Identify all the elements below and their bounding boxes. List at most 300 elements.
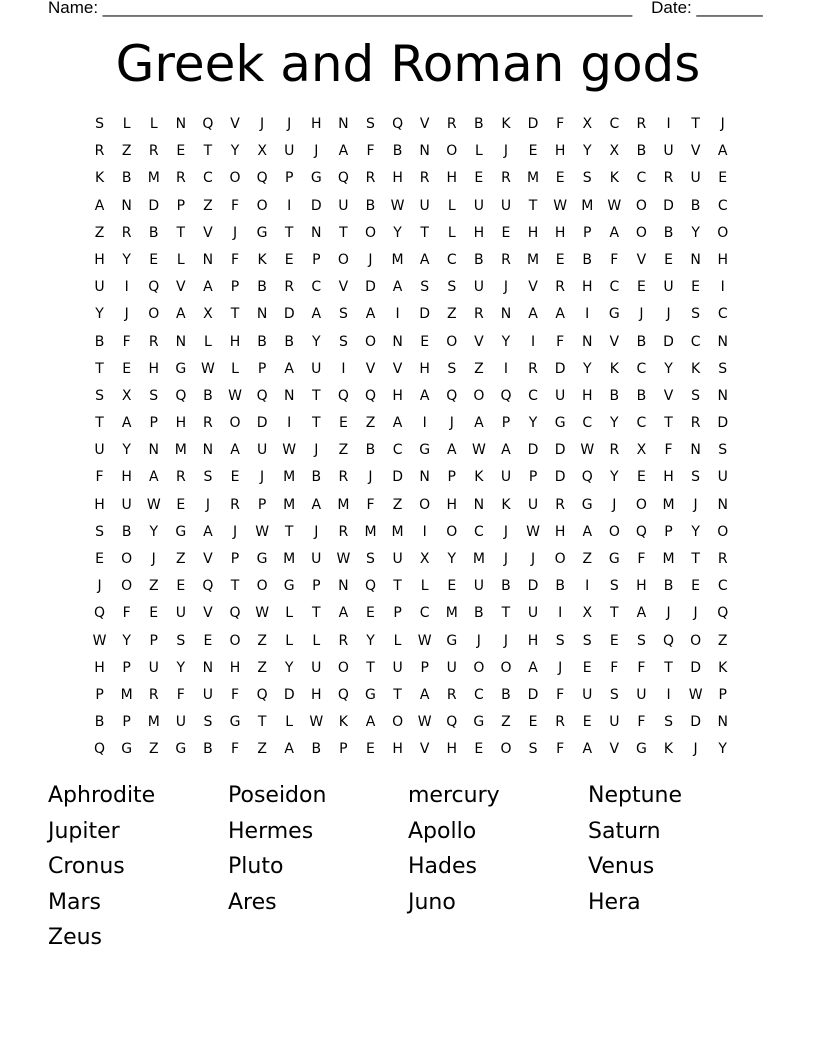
- grid-letter: O: [256, 197, 268, 214]
- grid-letter: T: [312, 605, 321, 622]
- grid-letter: I: [585, 306, 590, 323]
- grid-letter: O: [446, 143, 458, 160]
- grid-letter: S: [691, 469, 701, 486]
- grid-letter: M: [174, 442, 187, 459]
- grid-letter: N: [121, 197, 132, 214]
- grid-letter: L: [231, 360, 239, 377]
- grid-letter: S: [582, 170, 592, 187]
- grid-letter: Y: [366, 632, 375, 649]
- grid-letter: P: [122, 714, 131, 731]
- grid-letter: D: [365, 279, 376, 296]
- grid-letter: W: [417, 632, 432, 649]
- grid-letter: N: [717, 333, 728, 350]
- grid-letter: M: [147, 170, 160, 187]
- grid-letter: E: [447, 578, 457, 595]
- grid-letter: M: [527, 251, 540, 268]
- grid-letter: Q: [337, 387, 349, 404]
- grid-row: [86, 413, 736, 440]
- grid-letter: Q: [175, 387, 187, 404]
- word-list-item: Saturn: [588, 818, 661, 844]
- grid-letter: Q: [148, 279, 160, 296]
- grid-letter: Y: [122, 442, 131, 459]
- grid-letter: P: [257, 360, 267, 377]
- grid-letter: J: [720, 116, 725, 132]
- grid-letter: P: [447, 469, 456, 486]
- word-list-item: mercury: [408, 783, 500, 808]
- grid-letter: A: [284, 741, 294, 758]
- grid-letter: U: [582, 686, 593, 703]
- grid-letter: A: [474, 415, 484, 432]
- word-list-item: Juno: [408, 889, 456, 915]
- grid-letter: O: [635, 197, 647, 214]
- grid-row: [86, 332, 736, 359]
- grid-letter: X: [609, 143, 620, 160]
- grid-letter: U: [392, 659, 403, 676]
- grid-letter: Q: [229, 605, 241, 622]
- grid-letter: A: [392, 279, 403, 296]
- grid-letter: Z: [257, 659, 267, 676]
- grid-letter: T: [95, 415, 104, 432]
- grid-letter: F: [610, 659, 619, 676]
- grid-letter: B: [474, 605, 484, 622]
- grid-letter: O: [635, 224, 647, 241]
- grid-letter: B: [365, 197, 376, 214]
- grid-letter: M: [391, 523, 404, 540]
- grid-letter: C: [582, 415, 593, 432]
- grid-letter: R: [175, 170, 186, 187]
- grid-letter: B: [311, 741, 322, 758]
- grid-letter: O: [717, 224, 729, 241]
- grid-letter: E: [176, 496, 186, 513]
- grid-letter: I: [124, 279, 129, 296]
- name-date-line: Name: ________________________________________________________ Date: _______: [48, 0, 763, 17]
- grid-letter: R: [338, 632, 349, 649]
- grid-letter: K: [94, 170, 105, 187]
- grid-letter: R: [148, 333, 159, 350]
- grid-letter: L: [285, 632, 294, 649]
- grid-letter: O: [229, 415, 241, 432]
- grid-letter: V: [528, 279, 538, 296]
- word-list-item: Jupiter: [48, 818, 120, 844]
- grid-letter: L: [474, 143, 483, 160]
- grid-letter: N: [473, 496, 485, 513]
- grid-letter: K: [338, 714, 348, 731]
- grid-letter: U: [473, 197, 484, 214]
- grid-letter: A: [203, 523, 213, 540]
- grid-letter: N: [148, 442, 159, 459]
- grid-letter: Y: [230, 143, 240, 160]
- grid-letter: V: [609, 741, 620, 758]
- grid-letter: O: [392, 714, 404, 731]
- grid-letter: T: [284, 523, 294, 540]
- grid-letter: H: [148, 360, 159, 377]
- grid-letter: S: [338, 306, 348, 323]
- grid-letter: N: [283, 387, 295, 404]
- word-list-item: Poseidon: [228, 783, 327, 808]
- grid-letter: Q: [446, 714, 458, 731]
- grid-letter: T: [230, 578, 240, 595]
- grid-letter: X: [121, 387, 132, 404]
- grid-letter: B: [636, 387, 647, 404]
- grid-letter: D: [148, 197, 160, 214]
- grid-letter: Q: [256, 170, 268, 187]
- grid-letter: B: [203, 741, 213, 758]
- grid-letter: D: [256, 415, 268, 432]
- grid-letter: V: [392, 360, 403, 377]
- grid-letter: Q: [581, 469, 593, 486]
- grid-letter: Q: [392, 116, 404, 132]
- grid-letter: H: [121, 469, 132, 486]
- grid-letter: K: [501, 116, 511, 132]
- grid-letter: O: [229, 632, 241, 649]
- grid-letter: U: [446, 659, 457, 676]
- grid-letter: I: [666, 116, 671, 132]
- grid-letter: S: [664, 714, 673, 731]
- grid-letter: T: [203, 143, 213, 160]
- grid-letter: S: [95, 523, 104, 540]
- grid-letter: O: [337, 659, 349, 676]
- grid-letter: D: [527, 578, 539, 595]
- grid-letter: F: [230, 741, 240, 758]
- grid-letter: P: [312, 578, 321, 595]
- grid-letter: G: [581, 496, 593, 513]
- grid-letter: O: [446, 523, 458, 540]
- grid-letter: A: [338, 605, 349, 622]
- word-list-item: Neptune: [588, 783, 683, 808]
- grid-letter: Y: [149, 523, 159, 540]
- grid-letter: G: [635, 741, 647, 758]
- grid-letter: J: [124, 306, 129, 323]
- grid-letter: Y: [312, 333, 321, 350]
- grid-letter: O: [473, 387, 485, 404]
- grid-letter: U: [527, 605, 539, 622]
- grid-letter: H: [717, 251, 728, 268]
- grid-letter: P: [501, 415, 511, 432]
- grid-letter: B: [582, 251, 593, 268]
- grid-letter: U: [94, 442, 105, 459]
- grid-row: [86, 712, 736, 739]
- grid-letter: U: [663, 279, 674, 296]
- grid-letter: S: [528, 741, 538, 758]
- grid-letter: U: [690, 170, 701, 187]
- grid-letter: Z: [365, 415, 376, 432]
- grid-row: [86, 631, 736, 658]
- grid-letter: L: [312, 632, 321, 649]
- grid-letter: H: [473, 224, 485, 241]
- word-list-item: Zeus: [48, 925, 103, 950]
- grid-letter: W: [417, 714, 432, 731]
- grid-letter: E: [582, 714, 592, 731]
- grid-letter: T: [366, 659, 375, 676]
- grid-letter: U: [256, 442, 268, 459]
- grid-letter: U: [175, 714, 186, 731]
- grid-letter: R: [338, 469, 349, 486]
- grid-letter: B: [148, 224, 159, 241]
- grid-letter: L: [285, 714, 294, 731]
- grid-letter: P: [122, 659, 131, 676]
- grid-letter: M: [283, 551, 296, 567]
- grid-letter: W: [228, 387, 242, 404]
- grid-letter: S: [691, 387, 701, 404]
- grid-row: [86, 250, 736, 277]
- grid-letter: N: [392, 333, 403, 350]
- grid-letter: C: [446, 251, 457, 268]
- grid-letter: Q: [364, 387, 376, 404]
- grid-letter: A: [338, 143, 349, 160]
- grid-letter: E: [528, 714, 538, 731]
- grid-letter: Q: [202, 578, 214, 595]
- grid-letter: N: [717, 496, 728, 513]
- word-list-item: Venus: [588, 854, 655, 879]
- grid-letter: N: [419, 469, 430, 486]
- grid-letter: R: [555, 714, 565, 731]
- grid-letter: H: [175, 415, 187, 432]
- grid-letter: E: [691, 578, 701, 595]
- grid-letter: I: [395, 306, 400, 323]
- grid-letter: B: [663, 578, 674, 595]
- grid-letter: P: [583, 224, 592, 241]
- grid-letter: O: [608, 523, 620, 540]
- grid-letter: S: [95, 116, 104, 132]
- grid-letter: Y: [582, 143, 592, 160]
- grid-letter: N: [256, 306, 268, 323]
- grid-letter: B: [474, 116, 484, 132]
- grid-letter: H: [311, 116, 322, 132]
- grid-letter: D: [527, 686, 539, 703]
- grid-letter: R: [555, 496, 565, 513]
- grid-letter: B: [474, 251, 484, 268]
- grid-letter: E: [122, 360, 132, 377]
- grid-letter: S: [149, 387, 159, 404]
- word-list-item: Aphrodite: [48, 783, 156, 808]
- grid-letter: G: [310, 170, 322, 187]
- grid-letter: A: [311, 306, 322, 323]
- grid-letter: J: [151, 551, 156, 567]
- grid-letter: X: [419, 551, 430, 567]
- grid-letter: S: [447, 279, 457, 296]
- grid-letter: J: [693, 496, 698, 513]
- grid-row: [86, 114, 736, 141]
- grid-letter: B: [663, 224, 674, 241]
- grid-letter: V: [203, 605, 213, 622]
- grid-letter: J: [232, 523, 238, 540]
- grid-row: [86, 522, 736, 549]
- grid-letter: E: [176, 578, 186, 595]
- grid-letter: W: [580, 442, 595, 459]
- grid-letter: P: [420, 659, 429, 676]
- grid-letter: Z: [392, 496, 403, 513]
- grid-letter: R: [528, 360, 538, 377]
- grid-letter: O: [500, 741, 512, 758]
- grid-letter: T: [312, 415, 321, 432]
- grid-letter: A: [419, 251, 430, 268]
- grid-row: [86, 739, 736, 766]
- grid-letter: H: [229, 333, 241, 350]
- grid-letter: O: [337, 251, 349, 268]
- grid-letter: Q: [364, 578, 376, 595]
- grid-letter: C: [473, 523, 484, 540]
- grid-letter: S: [609, 686, 619, 703]
- grid-letter: B: [555, 578, 565, 595]
- grid-letter: Y: [95, 306, 104, 323]
- grid-letter: U: [284, 143, 295, 160]
- grid-letter: M: [445, 605, 458, 622]
- grid-letter: O: [148, 306, 160, 323]
- grid-letter: B: [257, 279, 267, 296]
- grid-letter: T: [230, 306, 240, 323]
- grid-letter: T: [284, 224, 294, 241]
- grid-letter: E: [582, 659, 592, 676]
- grid-letter: U: [311, 360, 322, 377]
- grid-letter: Z: [94, 224, 105, 241]
- grid-letter: U: [527, 496, 539, 513]
- grid-letter: J: [260, 116, 265, 132]
- grid-letter: K: [609, 360, 619, 377]
- grid-letter: A: [94, 197, 105, 214]
- grid-letter: Y: [176, 659, 186, 676]
- grid-letter: Q: [717, 605, 729, 622]
- grid-letter: R: [148, 143, 159, 160]
- grid-letter: M: [283, 469, 296, 486]
- grid-letter: D: [419, 306, 431, 323]
- grid-letter: L: [393, 632, 402, 649]
- grid-letter: E: [555, 170, 565, 187]
- grid-letter: M: [364, 523, 377, 540]
- grid-row: [86, 549, 736, 576]
- grid-letter: G: [175, 523, 187, 540]
- grid-letter: E: [664, 251, 673, 268]
- grid-letter: Y: [582, 360, 592, 377]
- grid-letter: E: [474, 741, 484, 758]
- grid-letter: R: [690, 415, 701, 432]
- grid-letter: S: [366, 551, 375, 567]
- grid-letter: P: [230, 279, 240, 296]
- grid-letter: W: [282, 442, 297, 459]
- grid-letter: U: [311, 659, 322, 676]
- grid-letter: A: [365, 714, 376, 731]
- grid-letter: G: [229, 714, 241, 731]
- grid-letter: B: [609, 387, 620, 404]
- grid-letter: Z: [257, 632, 267, 649]
- grid-letter: L: [447, 224, 456, 241]
- grid-letter: P: [339, 741, 348, 758]
- grid-letter: B: [94, 714, 105, 731]
- grid-letter: I: [341, 360, 346, 377]
- grid-letter: Z: [338, 442, 349, 459]
- grid-letter: A: [582, 741, 593, 758]
- grid-letter: H: [663, 469, 674, 486]
- grid-letter: H: [446, 496, 458, 513]
- grid-letter: H: [581, 279, 593, 296]
- grid-letter: C: [636, 360, 647, 377]
- grid-letter: J: [612, 496, 617, 513]
- grid-letter: H: [94, 496, 105, 513]
- word-list-item: Hermes: [228, 818, 314, 844]
- grid-letter: H: [311, 686, 322, 703]
- grid-letter: U: [717, 469, 728, 486]
- grid-letter: Y: [610, 469, 619, 486]
- grid-letter: T: [664, 659, 673, 676]
- grid-row: [86, 495, 736, 522]
- grid-letter: M: [283, 496, 296, 513]
- grid-letter: Q: [635, 523, 647, 540]
- grid-letter: D: [663, 333, 674, 350]
- grid-letter: U: [148, 659, 159, 676]
- grid-letter: Y: [691, 523, 700, 540]
- grid-letter: E: [718, 170, 728, 187]
- grid-letter: V: [338, 279, 349, 296]
- grid-letter: S: [636, 632, 646, 649]
- grid-letter: Y: [528, 415, 538, 432]
- grid-letter: W: [92, 632, 107, 649]
- grid-letter: B: [203, 387, 213, 404]
- grid-letter: F: [556, 333, 565, 350]
- word-list-item: Ares: [228, 889, 277, 915]
- grid-letter: H: [94, 659, 105, 676]
- grid-letter: P: [176, 197, 186, 214]
- grid-letter: A: [446, 442, 457, 459]
- grid-letter: O: [635, 496, 647, 513]
- grid-letter: B: [501, 578, 511, 595]
- grid-letter: J: [368, 469, 373, 486]
- grid-letter: J: [476, 632, 481, 649]
- grid-letter: U: [392, 551, 403, 567]
- grid-letter: D: [527, 116, 539, 132]
- grid-letter: H: [554, 523, 566, 540]
- grid-letter: U: [175, 605, 186, 622]
- grid-letter: C: [311, 279, 322, 296]
- grid-letter: S: [582, 632, 592, 649]
- grid-letter: I: [503, 360, 509, 377]
- grid-letter: P: [95, 686, 104, 703]
- grid-letter: M: [147, 714, 160, 731]
- grid-letter: N: [717, 387, 728, 404]
- grid-letter: R: [473, 306, 484, 323]
- grid-letter: O: [690, 632, 702, 649]
- grid-letter: R: [446, 116, 457, 132]
- grid-letter: J: [260, 469, 265, 486]
- grid-letter: O: [256, 578, 268, 595]
- grid-letter: S: [95, 387, 104, 404]
- grid-letter: F: [556, 116, 565, 132]
- grid-letter: O: [446, 333, 458, 350]
- grid-row: [86, 168, 736, 195]
- grid-letter: A: [148, 469, 159, 486]
- grid-letter: K: [474, 469, 484, 486]
- grid-letter: K: [501, 496, 511, 513]
- grid-letter: F: [637, 659, 646, 676]
- grid-letter: E: [528, 143, 538, 160]
- grid-letter: Z: [203, 197, 213, 214]
- grid-letter: R: [446, 686, 457, 703]
- grid-letter: B: [257, 333, 267, 350]
- grid-letter: J: [287, 116, 292, 132]
- grid-letter: N: [202, 659, 214, 676]
- grid-letter: C: [717, 197, 728, 214]
- grid-letter: S: [420, 279, 430, 296]
- grid-letter: I: [585, 578, 590, 595]
- grid-letter: R: [94, 143, 105, 160]
- grid-letter: O: [419, 496, 431, 513]
- grid-letter: A: [717, 143, 728, 160]
- grid-letter: J: [314, 523, 319, 540]
- grid-letter: R: [501, 251, 511, 268]
- grid-letter: H: [446, 741, 458, 758]
- grid-letter: N: [338, 116, 349, 132]
- grid-letter: T: [528, 197, 538, 214]
- grid-letter: A: [230, 442, 240, 459]
- grid-letter: H: [581, 387, 593, 404]
